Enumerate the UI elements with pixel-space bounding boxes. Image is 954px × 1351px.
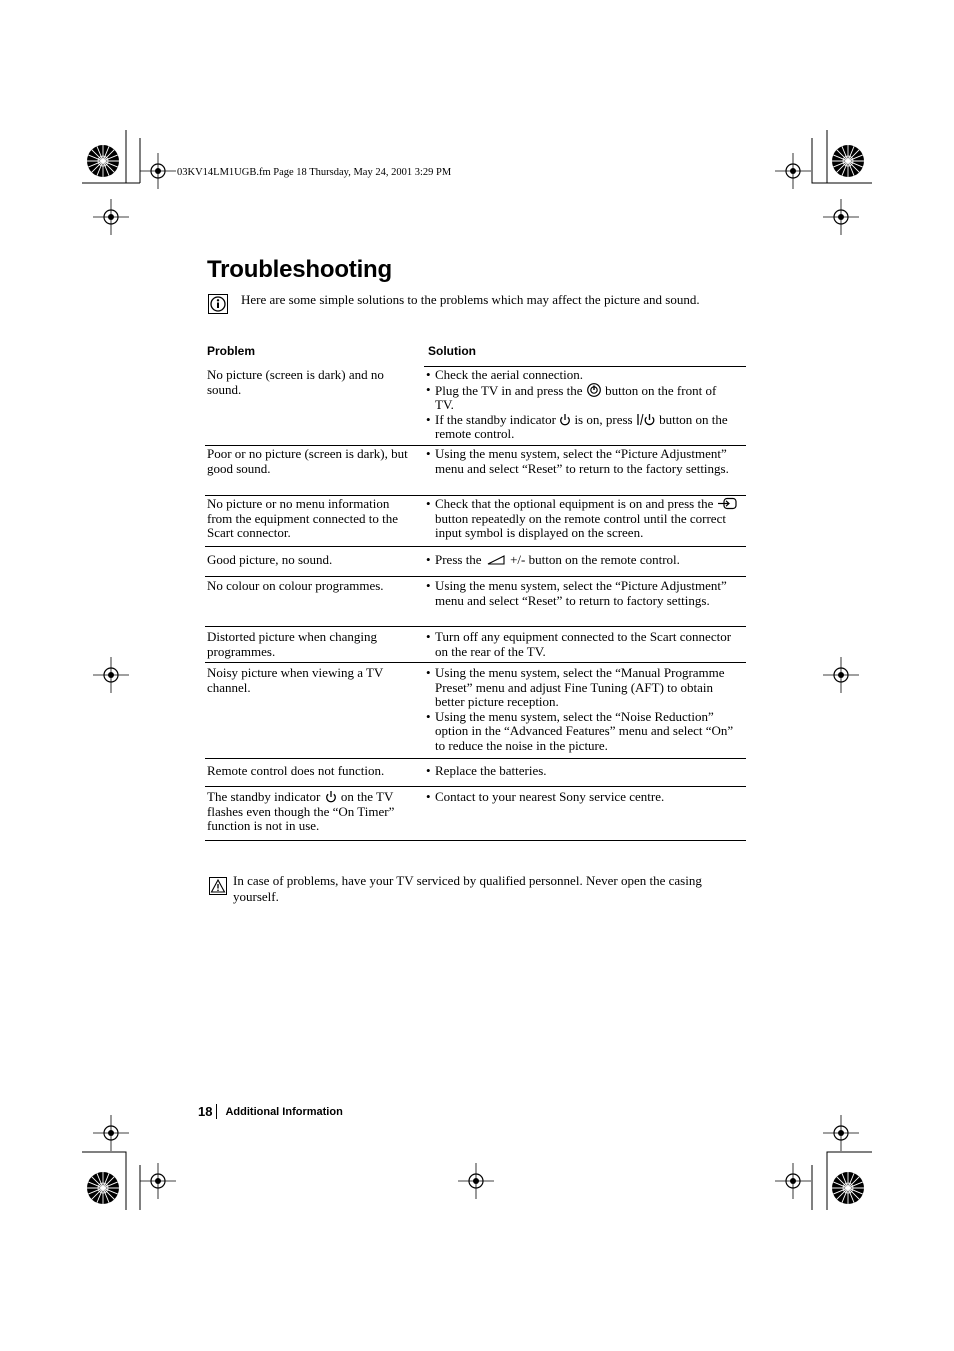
row-divider	[205, 758, 746, 759]
table-row	[205, 666, 746, 754]
solution-cell: • Press the +/- button on the remote control.	[426, 552, 680, 567]
solution-cell: • Using the menu system, select the “Picture Adjustment” menu and select “Reset” to return to the factory settings.	[417, 447, 737, 476]
solution-cell: • Using the menu system, select the “Picture Adjustment” menu and select “Reset” to return to factory settings.	[417, 579, 737, 608]
warning-icon	[209, 877, 227, 895]
row-divider	[205, 662, 746, 663]
solution-cell: • Replace the batteries.	[417, 764, 737, 779]
intro-text: Here are some simple solutions to the problems which may affect the picture and sound.	[241, 292, 700, 307]
problem-cell: Poor or no picture (screen is dark), but good sound.	[207, 446, 408, 476]
table-row	[205, 579, 746, 608]
table-row	[205, 790, 746, 834]
info-icon	[208, 294, 228, 314]
row-divider	[205, 786, 746, 787]
solution-text: Using the menu system, select the “Noise Reduction” option in the “Advanced Features” menu and select “On” to reduce the noise in the picture.	[435, 708, 734, 753]
problem-cell: No colour on colour programmes.	[207, 578, 384, 593]
solution-cell: • Turn off any equipment connected to the Scart connector on the rear of the TV.	[417, 630, 737, 659]
table-bottom-rule	[205, 840, 746, 841]
solution-text: button repeatedly on the remote control until the correct input symbol is displayed on the screen.	[435, 510, 726, 541]
problem-cell: No picture or no menu information from the equipment connected to the Scart connector.	[207, 496, 398, 541]
solution-text: is on, press	[574, 411, 633, 427]
problem-cell: Distorted picture when changing programmes.	[207, 629, 378, 659]
warning-text: In case of problems, have your TV serviced by qualified personnel. Never open the casing yourself.	[233, 873, 702, 904]
section-name: Additional Information	[225, 1105, 343, 1118]
solution-cell: • Check that the optional equipment is on and press the button repeatedly on the remote control until the correct input symbol is displayed on the screen.	[417, 497, 737, 541]
table-row	[205, 764, 746, 779]
problem-cell: Noisy picture when viewing a TV channel.	[207, 665, 384, 695]
table-row	[205, 553, 746, 568]
solution-text: Check that the optional equipment is on and press the	[435, 496, 714, 511]
problem-cell: Remote control does not function.	[207, 763, 385, 778]
table-row	[205, 368, 746, 442]
standby-icon	[559, 413, 571, 426]
column-header-solution: Solution	[428, 344, 476, 358]
standby-icon	[324, 790, 338, 803]
problem-text: on the TV flashes even though the “On Timer” function is not in use.	[207, 789, 395, 834]
problem-cell	[205, 790, 417, 834]
solution-text: Contact to your nearest Sony service centre.	[435, 789, 665, 804]
solution-text: Using the menu system, select the “Picture Adjustment” menu and select “Reset” to return to factory settings.	[435, 578, 727, 608]
table-row	[205, 497, 746, 541]
row-divider	[205, 626, 746, 627]
solution-text: Replace the batteries.	[435, 763, 547, 778]
solution-text: Turn off any equipment connected to the Scart connector on the rear of the TV.	[435, 629, 732, 659]
solution-text: Plug the TV in and press the	[435, 382, 583, 398]
solution-cell: • Using the menu system, select the “Manual Programme Preset” menu and adjust Fine Tuning (AFT) to obtain better picture reception. • Using the menu system, select the “Noise Reduction” option in the “Advanced Features” menu and select “On” to reduce the noise in the picture.	[417, 666, 737, 754]
solution-text: If the standby indicator	[435, 411, 556, 427]
file-info-header: 03KV14LM1UGB.fm Page 18 Thursday, May 24, 2001 3:29 PM	[177, 167, 452, 178]
solution-text: Using the menu system, select the “Manual Programme Preset” menu and adjust Fine Tuning (AFT) to obtain better picture reception.	[435, 665, 725, 710]
table-header	[205, 344, 746, 366]
problem-text: The standby indicator	[207, 789, 321, 804]
row-divider	[205, 546, 746, 547]
solution-text: +/- button on the remote control.	[510, 552, 680, 567]
volume-icon	[485, 554, 507, 566]
solution-cell: • Check the aerial connection. • Plug the TV in and press the button on the front of TV. • If the standby indicator is on, press button on the remote control.	[417, 368, 737, 442]
row-divider	[205, 576, 746, 577]
standby-icon	[636, 413, 656, 426]
problem-cell: No picture (screen is dark) and no sound.	[207, 367, 384, 397]
solution-text: Using the menu system, select the “Picture Adjustment” menu and select “Reset” to return to the factory settings.	[435, 446, 729, 476]
solution-text: Press the	[435, 552, 482, 567]
solution-cell: • Contact to your nearest Sony service centre.	[417, 790, 737, 834]
solution-text: button on the remote control.	[435, 411, 728, 442]
table-row	[205, 447, 746, 476]
column-header-problem: Problem	[207, 344, 256, 358]
page-footer	[198, 1104, 343, 1119]
page-number: 18	[198, 1104, 217, 1119]
table-row	[205, 630, 746, 659]
page-title: Troubleshooting	[207, 256, 392, 283]
power-icon	[586, 383, 602, 397]
troubleshooting-table	[205, 344, 746, 834]
solution-text: Check the aerial connection.	[435, 367, 583, 382]
input-icon	[717, 497, 737, 510]
solution-text: button on the front of TV.	[435, 382, 717, 413]
problem-cell: Good picture, no sound.	[207, 552, 333, 567]
